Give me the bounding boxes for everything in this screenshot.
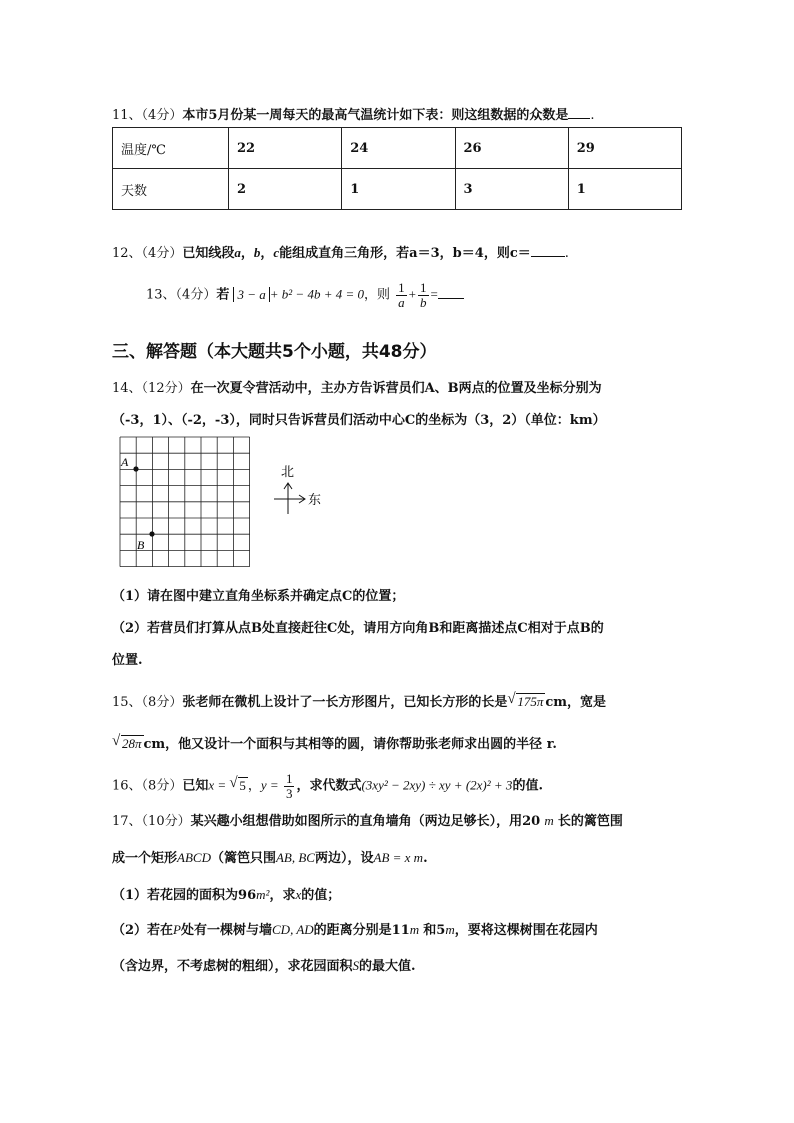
- table-cell: 1: [342, 169, 455, 210]
- table-cell: 22: [229, 128, 342, 169]
- q13-text: 13、（4分）若 3 − a + b² − 4b + 4 = 0，则 $\frac{1}{a}$ + $\frac{1}{b}$ =: [146, 281, 464, 309]
- q12-answer-blank[interactable]: [531, 244, 565, 257]
- fraction-1-over-3: $\frac{1}{3}$: [285, 771, 293, 801]
- q17-line2: 成一个矩形ABCD（篱笆只围AB, BC两边），设AB = x m.: [112, 850, 428, 866]
- table-cell: 1: [568, 169, 681, 210]
- sqrt-175pi: √ 175π: [507, 691, 544, 709]
- q14-line1: 14、（12分）在一次夏令营活动中，主办方告诉营员们A、B两点的位置及坐标分别为: [112, 381, 602, 396]
- q14-line2: （-3，1）、（-2，-3），同时只告诉营员们活动中心C的坐标为（3，2）（单位：km）: [112, 413, 606, 428]
- q14-sub1: （1）请在图中建立直角坐标系并确定点C的位置；: [112, 589, 405, 604]
- row-label-temp: 温度/℃: [113, 128, 229, 169]
- table-cell: 26: [455, 128, 568, 169]
- q17-sub2: （2）若在P处有一棵树与墙CD, AD的距离分别是11m 和5m，要将这棵树围在花园内: [112, 922, 598, 938]
- east-label: 东: [308, 493, 322, 508]
- table-cell: 29: [568, 128, 681, 169]
- q15-line2: √ 28π cm，他又设计一个面积与其相等的圆，请你帮助张老师求出圆的半径 r.: [112, 733, 557, 752]
- abs-value: 3 − a: [233, 287, 269, 302]
- q14-sub2-line2: 位置.: [112, 653, 143, 668]
- table-cell: 3: [455, 169, 568, 210]
- section-title: 三、解答题（本大题共5个小题，共48分）: [112, 342, 437, 362]
- point-b: [149, 531, 154, 536]
- q13-answer-blank[interactable]: [438, 286, 464, 299]
- row-label-days: 天数: [113, 169, 229, 210]
- q15-line1: 15、（8分）张老师在微机上设计了一长方形图片，已知长方形的长是 √ 175π cm，宽是: [112, 691, 607, 710]
- q14-sub2-line1: （2）若营员们打算从点B处直接赶往C处，请用方向角B和距离描述点C相对于点B的: [112, 621, 604, 636]
- temperature-table: [112, 127, 682, 210]
- label-a: A: [121, 455, 129, 469]
- sqrt-28pi: √ 28π: [112, 733, 142, 751]
- q17-line1: 17、（10分）某兴趣小组想借助如图所示的直角墙角（两边足够长），用20 m 长的篱笆围: [112, 813, 623, 829]
- q16-text: 16、（8分）已知x = √ 5 ，y = $\frac{1}{3}$ ，求代数式(3xy² − 2xy) ÷ xy + (2x)² + 3的值.: [112, 771, 543, 801]
- table-cell: 24: [342, 128, 455, 169]
- table-row: [113, 169, 682, 210]
- table-row: [113, 128, 682, 169]
- fraction-1-over-b: $\frac{1}{b}$: [420, 280, 427, 310]
- fraction-1-over-a: $\frac{1}{a}$: [398, 280, 405, 310]
- q14-figure: [119, 436, 339, 570]
- q11-answer-blank[interactable]: [568, 106, 590, 119]
- q11-text: 11、（4分）本市5月份某一周每天的最高气温统计如下表：则这组数据的众数是 .: [112, 108, 595, 123]
- label-b: B: [137, 538, 145, 552]
- q12-text: 12、（4分）已知线段a，b，c能组成直角三角形，若a＝3，b＝4，则c＝ .: [112, 245, 569, 261]
- point-a: [133, 466, 138, 471]
- north-label: 北: [281, 465, 295, 480]
- q17-sub3: （含边界，不考虑树的粗细），求花园面积S的最大值.: [112, 958, 416, 974]
- q17-sub1: （1）若花园的面积为96m²，求x的值；: [112, 887, 341, 903]
- sqrt-5: √ 5: [229, 774, 246, 793]
- table-cell: 2: [229, 169, 342, 210]
